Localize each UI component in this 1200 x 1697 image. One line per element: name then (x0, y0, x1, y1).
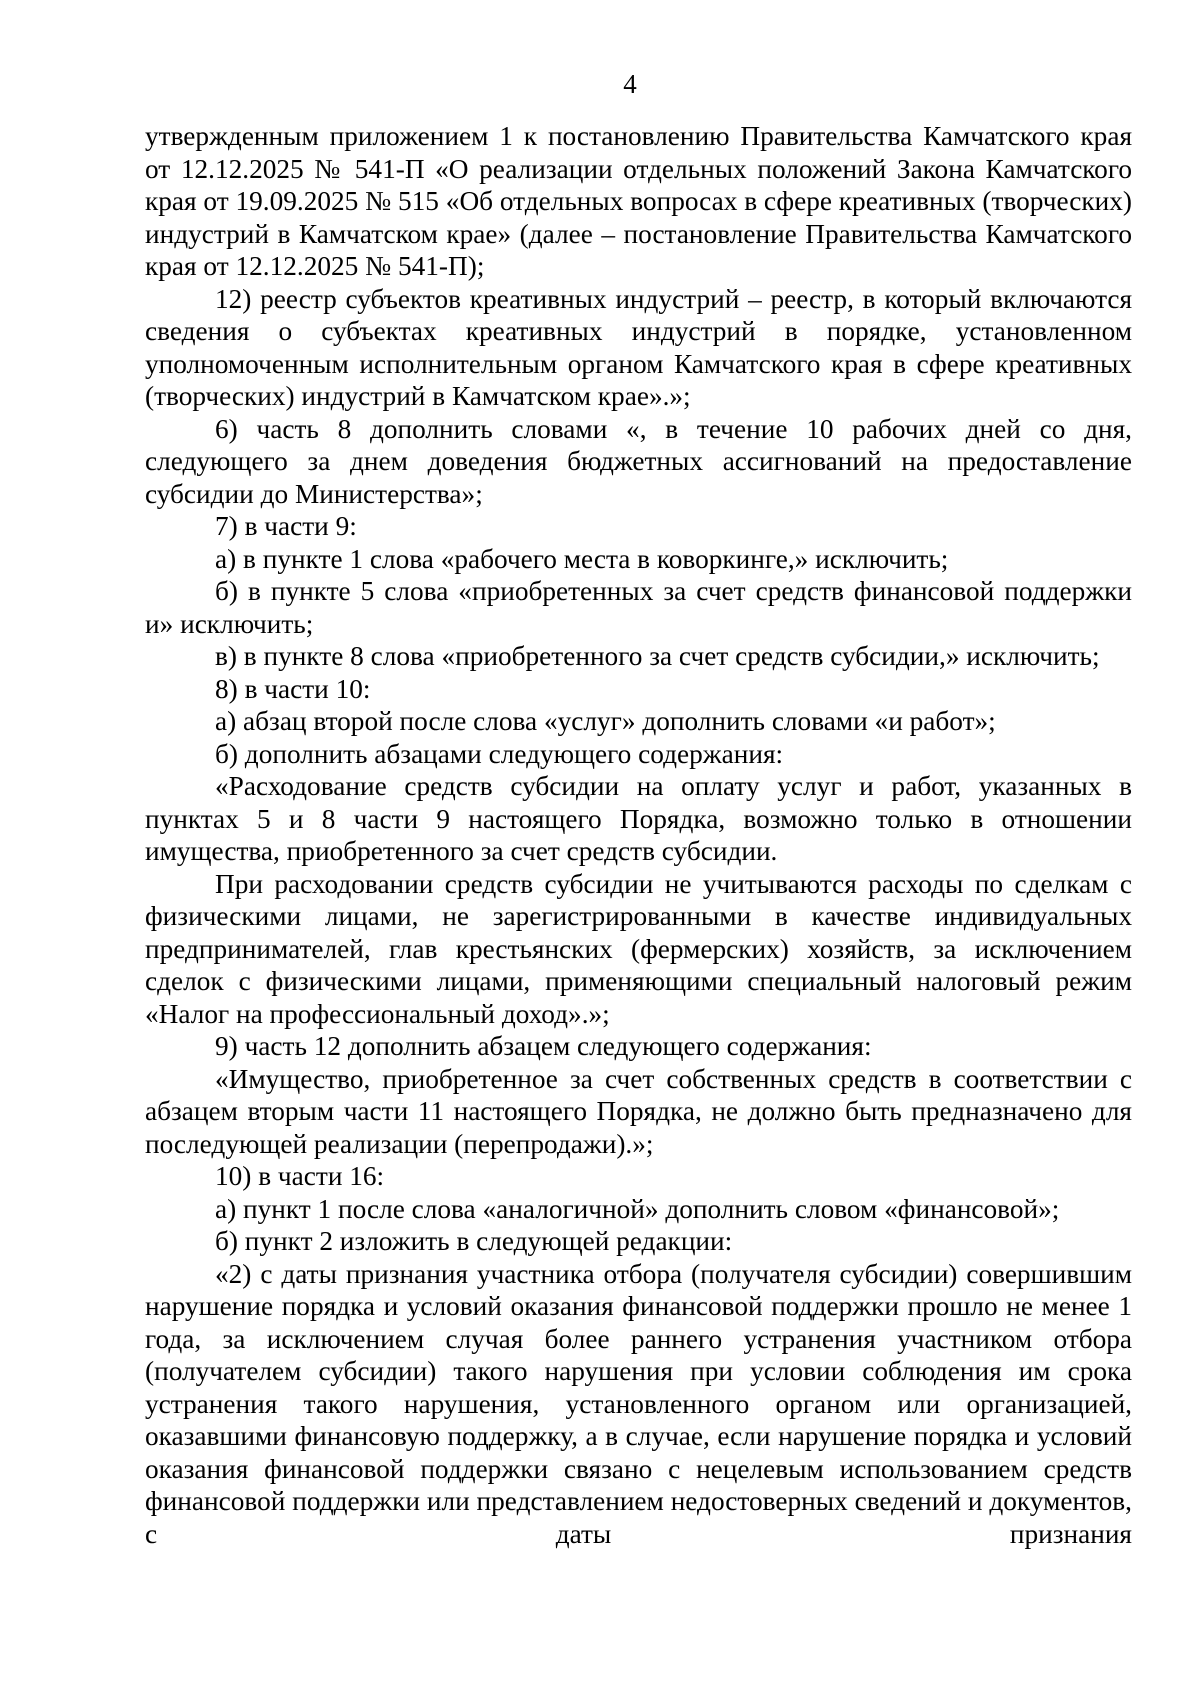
paragraph-10: б) дополнить абзацами следующего содержания: (215, 738, 784, 769)
paragraph-13: 9) часть 12 дополнить абзацем следующего содержания: (215, 1031, 872, 1061)
paragraph-1: утвержденным приложением 1 к постановлению Правительства Камчатского края от 12.12.2025 № 541-П «О реализации отдельных положений Закона Камчатского края от 19.09.2025 № 515 «Об отдельных вопросах в сфере креативных (творческих) индустрий в Камчатском крае» (далее – постановление Правительства Камчатского края от 12.12.2025 № 541-П); (145, 121, 1132, 281)
paragraph-4: 7) в части 9: (215, 511, 357, 541)
paragraph-3: 6) часть 8 дополнить словами «, в течение 10 рабочих дней со дня, следующего за днем доведения бюджетных ассигнований на предоставление субсидии до Министерства»; (145, 413, 1132, 509)
page-number: 4 (623, 69, 637, 99)
paragraph-2: 12) реестр субъектов креативных индустрий – реестр, в который включаются сведения о субъектах креативных индустрий в порядке, установленном уполномоченным исполнительным органом Камчатского края в сфере креативных (творческих) индустрий в Камчатском крае».»; (145, 283, 1132, 411)
paragraph-14: «Имущество, приобретенное за счет собственных средств в соответствии с абзацем вторым части 11 настоящего Порядка, не должно быть предназначено для последующей реализации (перепродажи).»; (145, 1063, 1132, 1159)
paragraph-6: б) в пункте 5 слова «приобретенных за счет средств финансовой поддержки и» исключить; (145, 576, 1132, 639)
paragraph-18: «2) с даты признания участника отбора (получателя субсидии) совершившим нарушение порядка и условий оказания финансовой поддержки прошло не менее 1 года, за исключением случая более раннего устранения участником отбора (получателем субсидии) такого нарушения при условии соблюдения им срока устранения такого нарушения, установленного органом или организацией, оказавшими финансовую поддержку, а в случае, если нарушение порядка и условий оказания финансовой поддержки связано с нецелевым использованием средств финансовой поддержки или представлением недостоверных сведений и документов, с даты признания (145, 1258, 1132, 1549)
paragraph-15: 10) в части 16: (215, 1161, 385, 1191)
paragraph-7: в) в пункте 8 слова «приобретенного за счет средств субсидии,» исключить; (215, 641, 1100, 671)
document-body (145, 120, 1132, 1550)
paragraph-16: а) пункт 1 после слова «аналогичной» дополнить словом «финансовой»; (215, 1193, 1060, 1224)
paragraph-9: а) абзац второй после слова «услуг» дополнить словами «и работ»; (215, 706, 996, 736)
paragraph-8: 8) в части 10: (215, 673, 371, 704)
paragraph-11: «Расходование средств субсидии на оплату услуг и работ, указанных в пунктах 5 и 8 части 9 настоящего Порядка, возможно только в отношении имущества, приобретенного за счет средств субсидии. (145, 771, 1132, 866)
paragraph-12: При расходовании средств субсидии не учитываются расходы по сделкам с физическими лицами, не зарегистрированными в качестве индивидуальных предпринимателей, глав крестьянских (фермерских) хозяйств, за исключением сделок с физическими лицами, применяющими специальный налоговый режим «Налог на профессиональный доход».»; (145, 868, 1132, 1029)
paragraph-5: а) в пункте 1 слова «рабочего места в коворкинге,» исключить; (215, 543, 949, 574)
paragraph-17: б) пункт 2 изложить в следующей редакции: (215, 1226, 733, 1256)
